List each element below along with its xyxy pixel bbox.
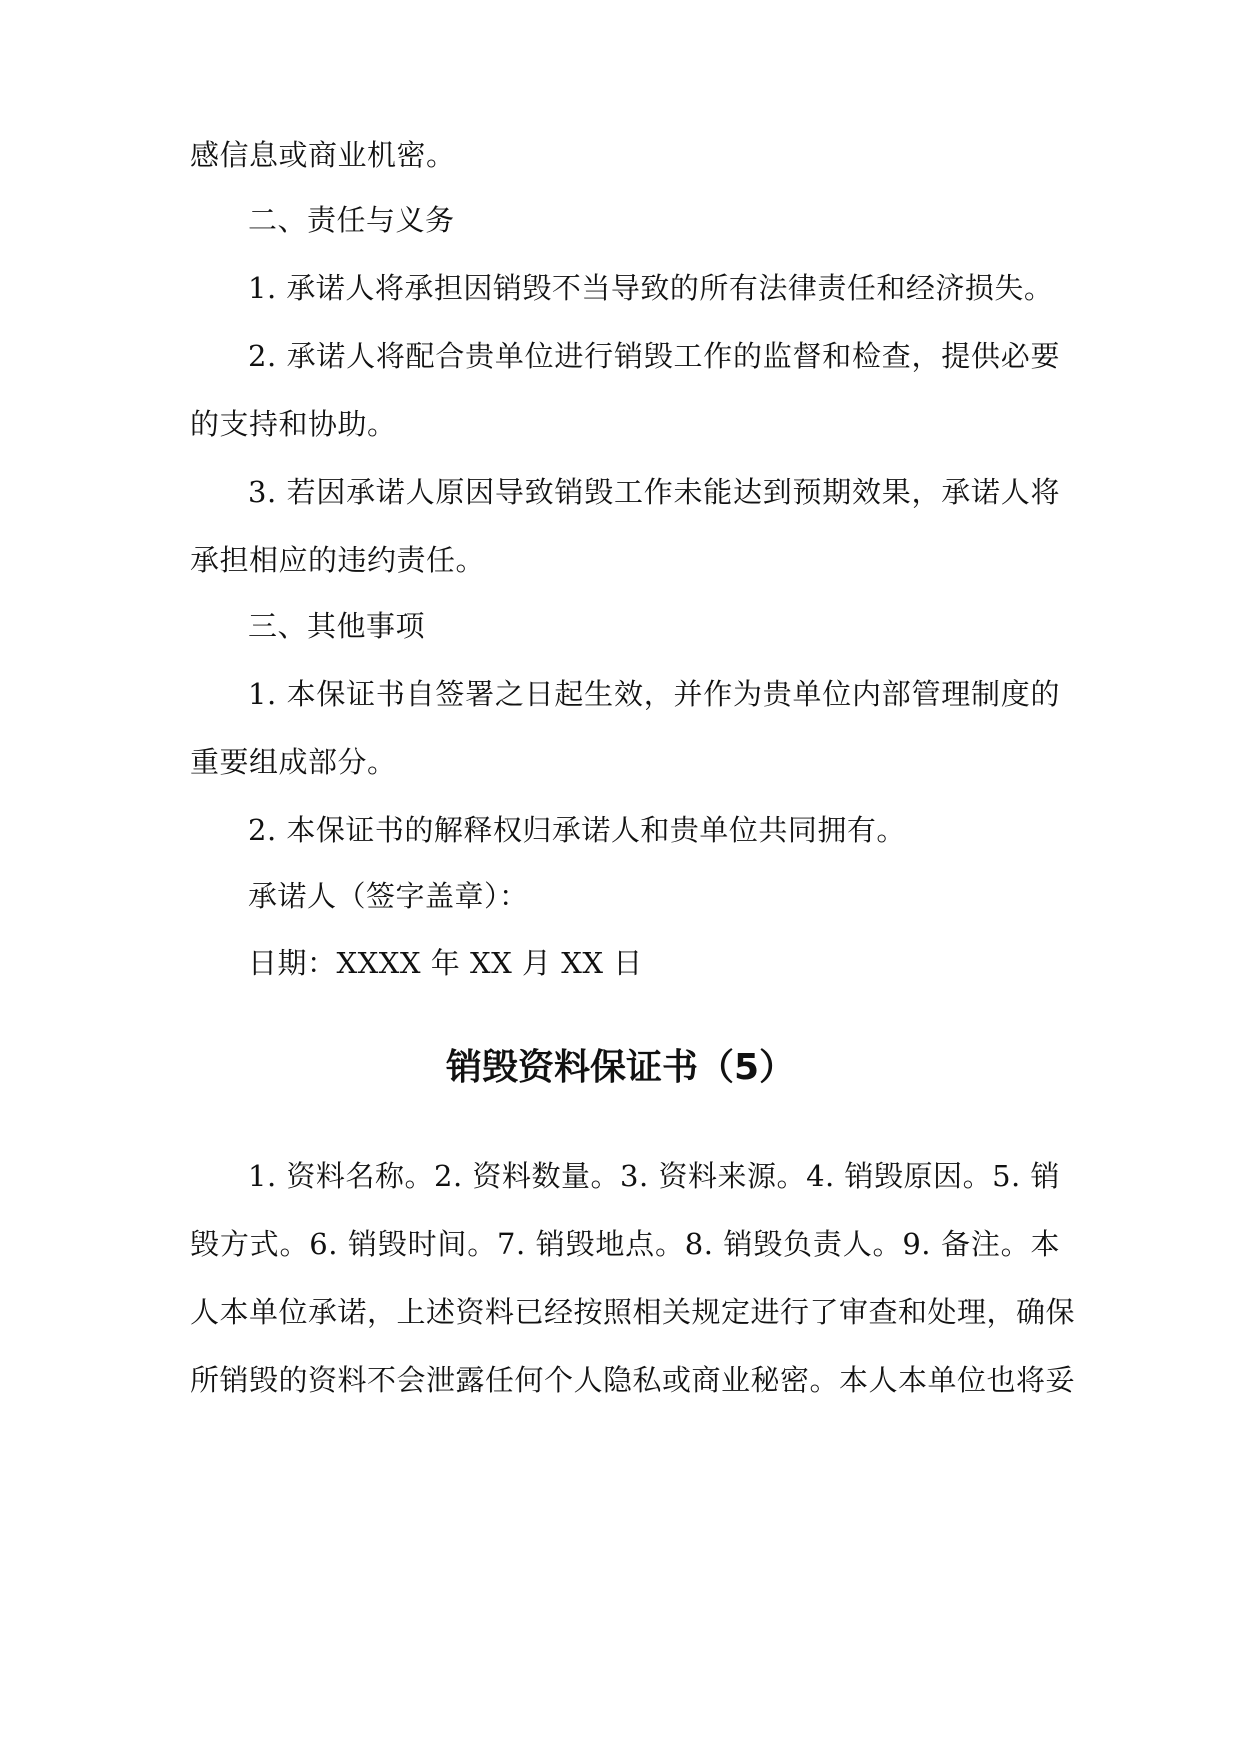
list-item-other-1-line1: 1. 本保证书自签署之日起生效，并作为贵单位内部管理制度的 bbox=[248, 677, 1060, 711]
body-paragraph-line1: 1. 资料名称。2. 资料数量。3. 资料来源。4. 销毁原因。5. 销 bbox=[248, 1159, 1060, 1193]
list-item-responsibility-2-line2: 的支持和协助。 bbox=[190, 407, 397, 441]
body-paragraph-line3: 人本单位承诺，上述资料已经按照相关规定进行了审查和处理，确保 bbox=[190, 1295, 1076, 1329]
list-item-other-2: 2. 本保证书的解释权归承诺人和贵单位共同拥有。 bbox=[248, 813, 906, 847]
body-paragraph-line2: 毁方式。6. 销毁时间。7. 销毁地点。8. 销毁负责人。9. 备注。本 bbox=[190, 1227, 1060, 1261]
section-heading-responsibilities: 二、责任与义务 bbox=[248, 203, 455, 237]
section-heading-other-matters: 三、其他事项 bbox=[248, 609, 426, 643]
list-item-other-1-line2: 重要组成部分。 bbox=[190, 745, 397, 779]
list-item-responsibility-3-line1: 3. 若因承诺人原因导致销毁工作未能达到预期效果，承诺人将 bbox=[248, 475, 1060, 509]
paragraph-continuation: 感信息或商业机密。 bbox=[190, 138, 456, 172]
signature-line: 承诺人（签字盖章）： bbox=[248, 879, 529, 913]
document-title: 销毁资料保证书（5） bbox=[445, 1047, 796, 1088]
list-item-responsibility-1: 1. 承诺人将承担因销毁不当导致的所有法律责任和经济损失。 bbox=[248, 271, 1054, 305]
body-paragraph-line4: 所销毁的资料不会泄露任何个人隐私或商业秘密。本人本单位也将妥 bbox=[190, 1363, 1076, 1397]
date-line: 日期：XXXX 年 XX 月 XX 日 bbox=[248, 946, 643, 980]
list-item-responsibility-3-line2: 承担相应的违约责任。 bbox=[190, 543, 486, 577]
list-item-responsibility-2-line1: 2. 承诺人将配合贵单位进行销毁工作的监督和检查，提供必要 bbox=[248, 339, 1060, 373]
